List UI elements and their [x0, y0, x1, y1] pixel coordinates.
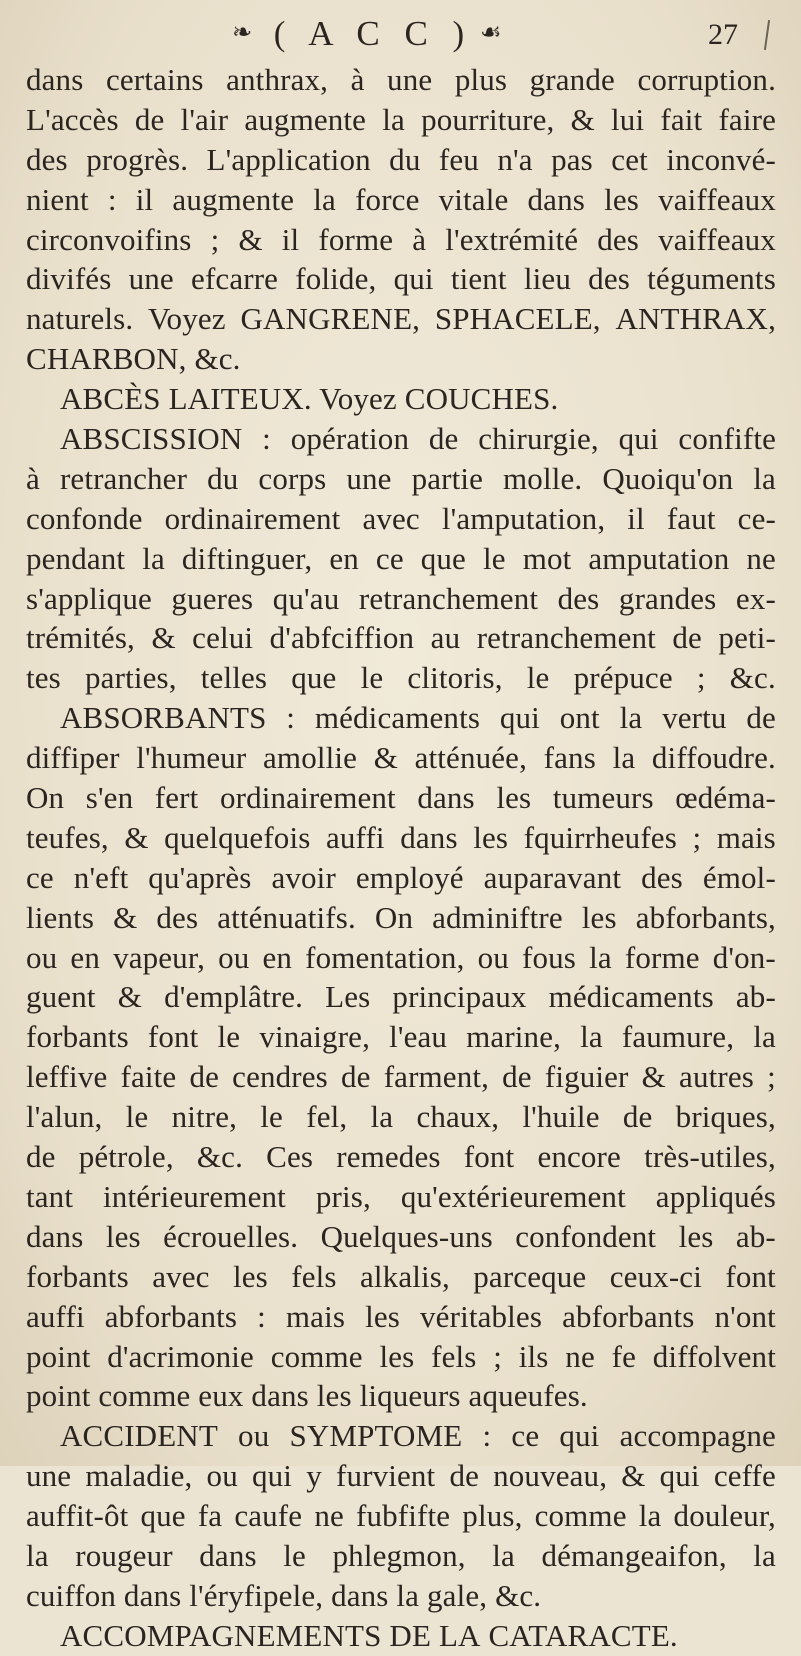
text-line: tant intérieurement pris, qu'extérieurement appliqués	[26, 1178, 776, 1214]
text-line: ACCIDENT ou SYMPTOME : ce qui accompagne	[60, 1418, 776, 1454]
page-text	[26, 60, 776, 1656]
text-line: à retrancher du corps une partie molle. Quoiqu'on la	[26, 460, 776, 496]
text-line: confonde ordinairement avec l'amputation, il faut ce-	[26, 500, 776, 536]
text-line: ce n'eft qu'après avoir employé auparavant des émol-	[26, 859, 776, 895]
text-line: naturels. Voyez GANGRENE, SPHACELE, ANTHRAX,	[26, 301, 776, 337]
text-line: s'applique gueres qu'au retranchement des grandes ex-	[26, 580, 776, 616]
text-line: une maladie, ou qui y furvient de nouveau, & qui ceffe	[26, 1458, 776, 1494]
page-header	[0, 14, 801, 58]
text-line: auffi abforbants : mais les véritables abforbants n'ont	[26, 1298, 776, 1334]
text-line: teufes, & quelquefois auffi dans les fquirrheufes ; mais	[26, 819, 776, 855]
text-line: On s'en fert ordinairement dans les tumeurs œdéma-	[26, 780, 776, 816]
text-line: divifés une efcarre folide, qui tient lieu des téguments	[26, 261, 776, 297]
text-line: L'accès de l'air augmente la pourriture, & lui fait faire	[26, 101, 776, 137]
text-line: l'alun, le nitre, le fel, la chaux, l'huile de briques,	[26, 1099, 776, 1135]
page-number: 27	[708, 18, 738, 51]
margin-mark	[764, 20, 770, 50]
text-line: ABSORBANTS : médicaments qui ont la vertu de	[60, 700, 776, 736]
text-line: auffit-ôt que fa caufe ne fubfifte plus, comme la douleur,	[26, 1498, 776, 1534]
left-ornament-icon: ❧	[232, 18, 253, 46]
text-line: guent & d'emplâtre. Les principaux médicaments ab-	[26, 979, 776, 1015]
text-line: cuiffon dans l'éryfipele, dans la gale, &c.	[26, 1577, 542, 1613]
text-line: CHARBON, &c.	[26, 341, 241, 377]
text-line: de pétrole, &c. Ces remedes font encore très-utiles,	[26, 1139, 776, 1175]
text-line: nient : il augmente la force vitale dans les vaiffeaux	[26, 181, 776, 217]
text-line: ou en vapeur, ou en fomentation, ou fous la forme d'on-	[26, 939, 776, 975]
text-line: ACCOMPAGNEMENTS DE LA CATARACTE.	[60, 1617, 678, 1653]
text-line: forbants avec les fels alkalis, parceque ceux-ci font	[26, 1258, 776, 1294]
text-line: circonvoifins ; & il forme à l'extrémité des vaiffeaux	[26, 221, 776, 257]
running-head: ( A C C )	[273, 14, 473, 53]
text-line: leffive faite de cendres de farment, de figuier & autres ;	[26, 1059, 776, 1095]
right-ornament-icon: ☙	[480, 18, 502, 46]
text-line: dans les écrouelles. Quelques-uns confondent les ab-	[26, 1218, 776, 1254]
text-line: point d'acrimonie comme les fels ; ils ne fe diffolvent	[26, 1338, 776, 1374]
text-line: trémités, & celui d'abfciffion au retranchement de peti-	[26, 620, 776, 656]
text-line: la rougeur dans le phlegmon, la démangeaifon, la	[26, 1537, 776, 1573]
text-line: tes parties, telles que le clitoris, le prépuce ; &c.	[26, 660, 776, 696]
text-line: ABSCISSION : opération de chirurgie, qui confifte	[60, 421, 776, 457]
text-line: lients & des atténuatifs. On adminiftre les abforbants,	[26, 899, 776, 935]
text-line: forbants font le vinaigre, l'eau marine, la faumure, la	[26, 1019, 776, 1055]
text-line: pendant la diftinguer, en ce que le mot amputation ne	[26, 540, 776, 576]
text-line: ABCÈS LAITEUX. Voyez COUCHES.	[60, 381, 559, 417]
text-line: diffiper l'humeur amollie & atténuée, fans la diffoudre.	[26, 740, 776, 776]
text-line: point comme eux dans les liqueurs aqueufes.	[26, 1378, 588, 1414]
text-line: dans certains anthrax, à une plus grande corruption.	[26, 62, 776, 97]
text-line: des progrès. L'application du feu n'a pas cet inconvé-	[26, 141, 776, 177]
